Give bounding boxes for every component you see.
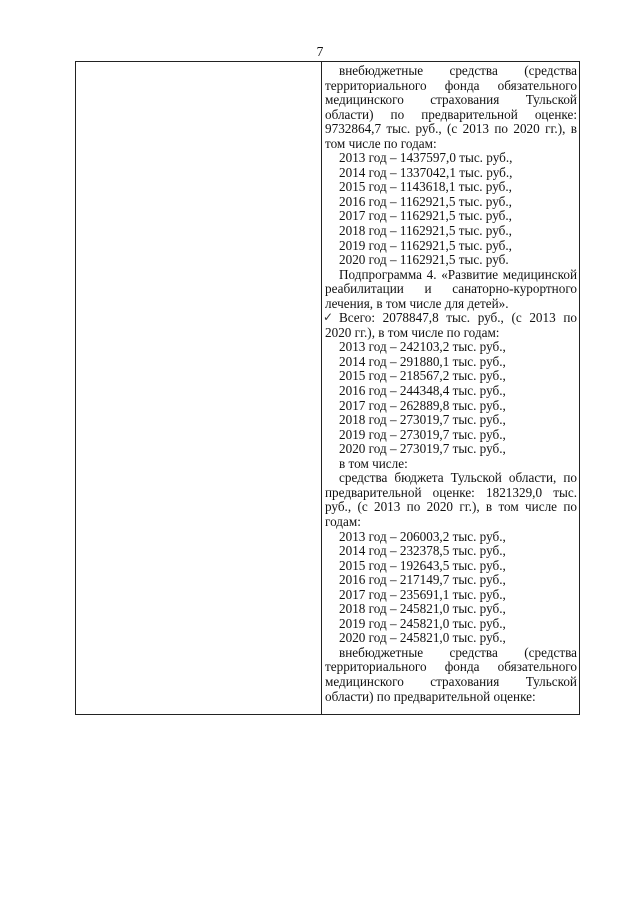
column-divider	[321, 62, 322, 714]
year-line: 2020 год – 1162921,5 тыс. руб.	[339, 252, 509, 268]
document-table	[75, 61, 580, 715]
year-line: 2017 год – 262889,8 тыс. руб.,	[339, 397, 506, 413]
year-line: 2019 год – 245821,0 тыс. руб.,	[339, 615, 506, 631]
year-line: 2013 год – 206003,2 тыс. руб.,	[339, 528, 506, 544]
including-label: в том числе:	[339, 455, 408, 471]
subprogram-title: Подпрограмма 4. «Развитие медицинской реабилитации и санаторно-курортного лечения, в том числе для детей».	[325, 266, 577, 311]
year-line: 2014 год – 1337042,1 тыс. руб.,	[339, 164, 513, 180]
year-line: 2019 год – 1162921,5 тыс. руб.,	[339, 237, 512, 253]
year-line: 2014 год – 232378,5 тыс. руб.,	[339, 543, 506, 559]
left-cell-empty	[76, 62, 321, 714]
offbudget-years-list	[325, 151, 577, 267]
page-number: 7	[316, 44, 324, 59]
year-line: 2014 год – 291880,1 тыс. руб.,	[339, 353, 506, 369]
year-line: 2020 год – 245821,0 тыс. руб.,	[339, 630, 506, 646]
year-line: 2017 год – 235691,1 тыс. руб.,	[339, 586, 506, 602]
offbudget-funds-intro: внебюджетные средства (средства территориального фонда обязательного медицинского страхования Тульской области) по предварительной оценке: 9732864,7 тыс. руб., (с 2013 по 2020 гг.), в том числе по годам:	[325, 63, 577, 151]
year-line: 2018 год – 1162921,5 тыс. руб.,	[339, 223, 512, 239]
year-line: 2013 год – 1437597,0 тыс. руб.,	[339, 150, 513, 166]
year-line: 2020 год – 273019,7 тыс. руб.,	[339, 441, 506, 457]
year-line: 2015 год – 192643,5 тыс. руб.,	[339, 557, 506, 573]
year-line: 2016 год – 244348,4 тыс. руб.,	[339, 383, 506, 399]
year-line: 2019 год – 273019,7 тыс. руб.,	[339, 426, 506, 442]
year-line: 2013 год – 242103,2 тыс. руб.,	[339, 339, 506, 355]
offbudget-funds-continued: внебюджетные средства (средства территориального фонда обязательного медицинского страхования Тульской области) по предварительной оценке:	[325, 644, 577, 704]
year-line: 2018 год – 273019,7 тыс. руб.,	[339, 412, 506, 428]
regional-budget-text: средства бюджета Тульской области, по предварительной оценке: 1821329,0 тыс. руб., (с 2013 по 2020 гг.), в том числе по годам:	[325, 470, 577, 529]
total-amount: Всего: 2078847,8 тыс. руб., (с 2013 по 2020 гг.), в том числе по годам:	[325, 310, 577, 340]
checkmark-icon: ✓	[323, 310, 334, 325]
year-line: 2016 год – 1162921,5 тыс. руб.,	[339, 193, 512, 209]
year-line: 2017 год – 1162921,5 тыс. руб.,	[339, 208, 512, 224]
regional-years-list	[325, 530, 577, 646]
year-line: 2016 год – 217149,7 тыс. руб.,	[339, 572, 506, 588]
year-line: 2018 год – 245821,0 тыс. руб.,	[339, 601, 506, 617]
right-cell-content	[325, 64, 577, 714]
year-line: 2015 год – 218567,2 тыс. руб.,	[339, 368, 506, 384]
total-years-list	[325, 340, 577, 456]
year-line: 2015 год – 1143618,1 тыс. руб.,	[339, 179, 512, 195]
